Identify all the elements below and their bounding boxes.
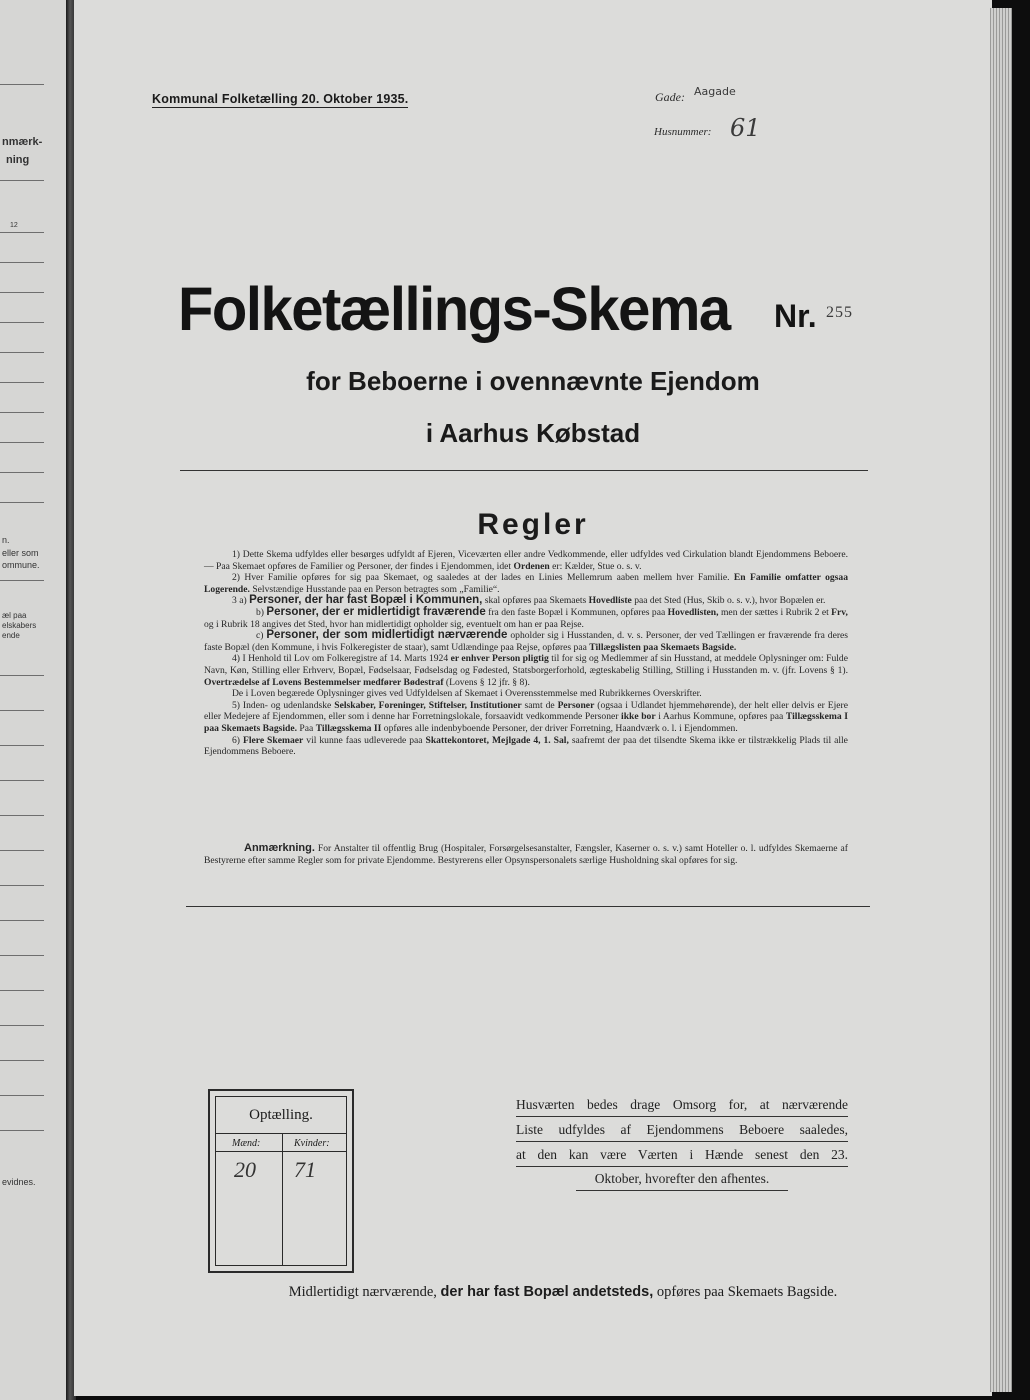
house-number-label: Husnummer: — [654, 126, 712, 138]
street-label: Gade: — [655, 90, 685, 104]
count-column-divider — [282, 1133, 283, 1265]
rule-6: 6) Flere Skemaer vil kunne faas udleverede paa Skattekontoret, Mejlgade 4, 1. Sal, saafremt der paa det tilsendte Skema ikke er tilstrækkelig Plads til alle Ejendommens Beboere. — [204, 734, 848, 758]
ruled-line — [0, 885, 44, 886]
left-text: æl paa — [2, 611, 27, 620]
ruled-line — [0, 180, 44, 181]
ruled-line — [0, 1060, 44, 1061]
left-text: ning — [6, 154, 30, 166]
ruled-line — [0, 1095, 44, 1096]
left-text: ende — [2, 631, 20, 640]
ruled-line — [0, 580, 44, 581]
ruled-line — [0, 990, 44, 991]
ruled-line — [0, 472, 44, 473]
left-text: nmærk- — [2, 136, 43, 148]
rules-heading: Regler — [477, 508, 589, 541]
count-title: Optælling. — [249, 1107, 313, 1123]
ruled-line — [0, 745, 44, 746]
ruled-line — [0, 262, 44, 263]
census-header: Kommunal Folketælling 20. Oktober 1935. — [152, 92, 409, 106]
notice-line: Husværten bedes drage Omsorg for, at nærværende — [516, 1093, 848, 1117]
count-divider — [216, 1133, 346, 1134]
men-label: Mænd: — [232, 1138, 261, 1149]
ruled-line — [0, 850, 44, 851]
street-value: Aagade — [694, 85, 736, 98]
men-count: 20 — [234, 1157, 256, 1182]
rule-4-note: De i Loven begærede Oplysninger gives ved Udfyldelsen af Skemaet i Overensstemmelse med Rubrikkernes Overskrifter. — [232, 688, 702, 700]
ruled-line — [0, 780, 44, 781]
ruled-line — [0, 920, 44, 921]
ruled-line — [0, 1025, 44, 1026]
left-text: n. — [2, 535, 10, 545]
divider — [180, 470, 868, 471]
notice-line: Oktober, hvorefter den afhentes. — [576, 1167, 788, 1191]
rules-text — [204, 549, 848, 758]
notice-line: at den kan være Værten i Hænde senest den 23. — [516, 1143, 848, 1167]
form-title: Folketællings-Skema — [178, 275, 730, 344]
left-page — [0, 0, 68, 1400]
form-number-label: Nr. — [774, 298, 817, 334]
left-text: 12 — [10, 222, 18, 229]
left-text: eller som — [2, 548, 39, 558]
women-label: Kvinder: — [294, 1138, 330, 1149]
left-text: elskabers — [2, 621, 37, 630]
count-box — [208, 1089, 354, 1273]
remark-label: Anmærkning. — [244, 842, 315, 854]
ruled-line — [0, 352, 44, 353]
rule-3b: b) Personer, der er midlertidigt fraværende fra den faste Bopæl i Kommunen, opføres paa Hovedlisten, men der sættes i Rubrik 2 et Frv, og i Rubrik 18 angives det Sted, hvor han midlertidigt opholder sig, eventuelt om han er paa Rejse. — [204, 605, 848, 630]
ruled-line — [0, 412, 44, 413]
left-text: evidnes. — [2, 1177, 36, 1187]
ruled-line — [0, 322, 44, 323]
ruled-line — [0, 675, 44, 676]
footer-note: Midlertidigt nærværende, der har fast Bopæl andetsteds, opføres paa Skemaets Bagside. — [288, 1284, 838, 1300]
form-number-value: 255 — [826, 304, 853, 321]
ruled-line — [0, 955, 44, 956]
rule-4: 4) I Henhold til Lov om Folkeregistre af 14. Marts 1924 er enhver Person pligtig til for sig og Medlemmer af sin Husstand, at meddele Oplysninger om: Fulde Navn, Køn, Stilling eller Erhverv, Bopæl, Fødselsaar, Fødselsdag og Fødested, Statsborgerforhold, ægteskabelig Stilling, Stilling i Husstanden m. v. (jfr. Lovens § 1). Overtrædelse af Lovens Bestemmelser medfører Bødestraf (Lovens § 12 jfr. § 8). — [204, 653, 848, 688]
landlord-notice — [516, 1093, 848, 1192]
house-number-value: 61 — [730, 114, 761, 142]
rule-3c: c) Personer, der som midlertidigt nærværende opholder sig i Husstanden, d. v. s. Personer, der ved Tællingen er fraværende fra deres faste Bopæl (den Kommune, i hvis Folkeregister de staar), samt Udlændinge paa Rejse, opføres paa Tillægslisten paa Skemaets Bagside. — [204, 629, 849, 653]
left-text: ommune. — [2, 560, 40, 570]
remark-text: Anmærkning. For Anstalter til offentlig Brug (Hospitaler, Forsørgelsesanstalter, Fængsler, Kaserner o. s. v.) samt Hoteller o. l. udfyldes Skemaerne af Bestyrerne efter samme Regler som for private Ejendomme. Bestyrerens eller Opsynspersonalets særlige Husholdning skal opføres for sig. — [204, 842, 848, 866]
form-subtitle: for Beboerne i ovennævnte Ejendom — [306, 366, 760, 396]
ruled-line — [0, 502, 44, 503]
rule-5: 5) Inden- og udenlandske Selskaber, Foreninger, Stiftelser, Institutioner samt de Personer (ogsaa i Udlandet hjemmehørende), der helt eller delvis er Ejere eller Medejere af Ejendommen, eller som i denne har Forretningslokale, forsaavidt vedkommende Personer ikke bor i Aarhus Kommune, opføres paa Tillægsskema I paa Skemaets Bagside. Paa Tillægsskema II opføres alle indenbyboende Personer, der driver Forretning, Haandværk o. l. i Ejendommen. — [204, 699, 849, 734]
ruled-line — [0, 292, 44, 293]
count-header-divider — [216, 1151, 346, 1152]
ruled-line — [0, 442, 44, 443]
ruled-line — [0, 710, 44, 711]
divider — [186, 906, 870, 907]
women-count: 71 — [294, 1157, 316, 1182]
ruled-line — [0, 84, 44, 85]
page-edges — [990, 8, 1012, 1392]
ruled-line — [0, 382, 44, 383]
notice-line: Liste udfyldes af Ejendommens Beboere saaledes, — [516, 1118, 848, 1142]
ruled-line — [0, 232, 44, 233]
rule-3a: 3 a) Personer, der har fast Bopæl i Kommunen, skal opføres paa Skemaets Hovedliste paa det Sted (Hus, Skib o. s. v.), hvor Bopælen er. — [232, 594, 826, 607]
form-location: i Aarhus Købstad — [425, 418, 641, 448]
rule-1: 1) Dette Skema udfyldes eller besørges udfyldt af Ejeren, Viceværten eller andre Vedkommende, eller udfyldes ved Cirkulation blandt Ejendommens Beboere. — Paa Skemaet opføres de Familier og Personer, der findes i Ejendommen, idet Ordenen er: Kælder, Stue o. s. v. — [204, 549, 848, 572]
rule-2: 2) Hver Familie opføres for sig paa Skemaet, og saaledes at der lades en Linies Mellemrum aaben mellem hver Familie. En Familie omfatter ogsaa Logerende. Selvstændige Husstande paa en Person betragtes som „Familie“. — [204, 572, 848, 595]
ruled-line — [0, 1130, 44, 1131]
ruled-line — [0, 815, 44, 816]
